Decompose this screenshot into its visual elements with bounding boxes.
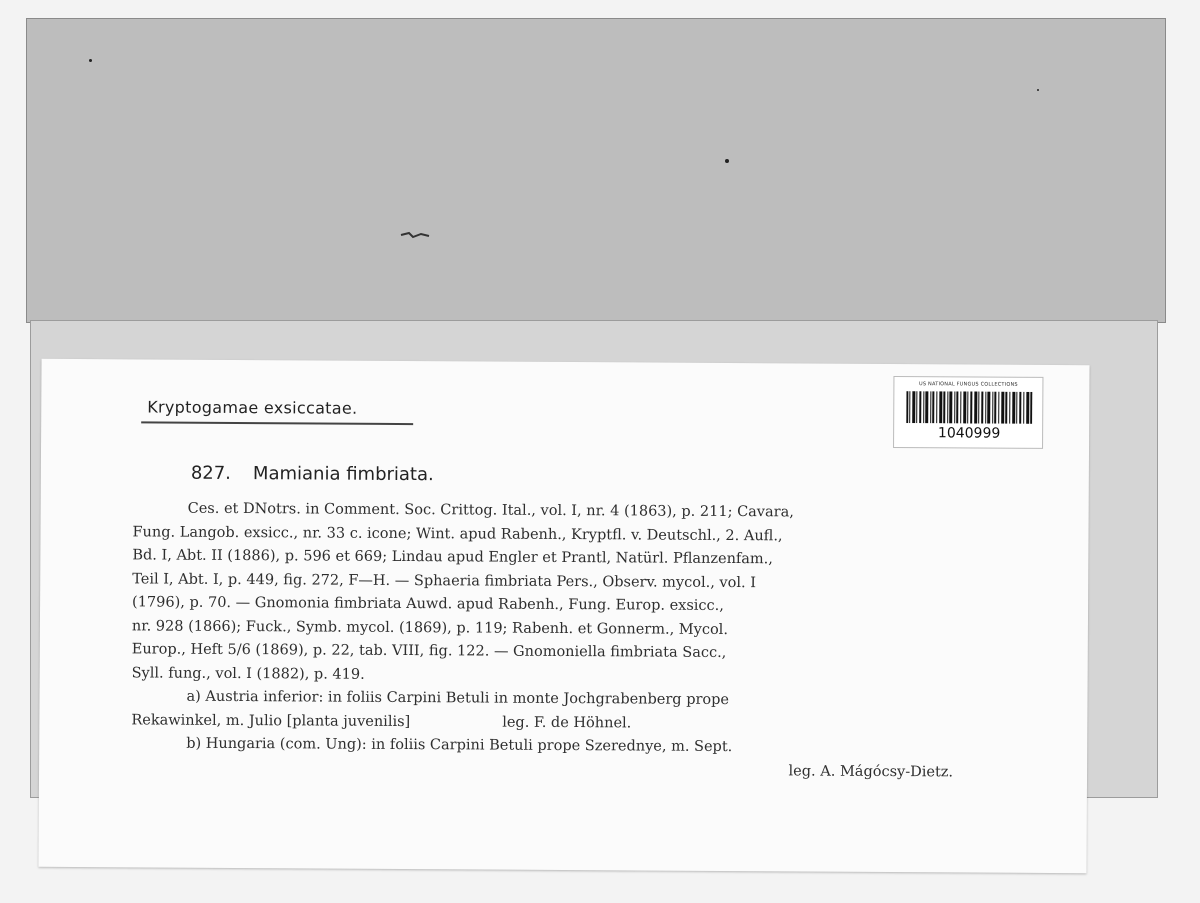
barcode-bars (906, 391, 1032, 424)
barcode-header: US NATIONAL FUNGUS COLLECTIONS (918, 381, 1018, 388)
paper-fleck (1037, 89, 1039, 91)
citation-line: Ces. et DNotrs. in Comment. Soc. Crittog. Ital., vol. I, nr. 4 (1863), p. 211; Cavara, (187, 500, 794, 521)
locality-a-line1: a) Austria inferior: in foliis Carpini Betuli in monte Jochgrabenberg prope (186, 688, 730, 709)
locality-b-collector: leg. A. Mágócsy-Dietz. (788, 762, 954, 780)
series-title: Kryptogamae exsiccatae. (147, 397, 358, 418)
locality-b-line1: b) Hungaria (com. Ung): in foliis Carpini Betuli prope Szerednye, m. Sept. (186, 735, 733, 756)
species-number: 827. (190, 462, 232, 484)
paper-smudge (399, 229, 431, 241)
specimen-label (38, 359, 1089, 873)
citation-line: Bd. I, Abt. II (1886), p. 596 et 669; Lindau apud Engler et Prantl, Natürl. Pflanzenfam., (132, 547, 773, 568)
citation-line: Europ., Heft 5/6 (1869), p. 22, tab. VIII, fig. 122. — Gnomoniella fimbriata Sacc., (131, 641, 727, 661)
title-underline (141, 421, 413, 425)
locality-a-collector: leg. F. de Höhnel. (502, 714, 632, 731)
citation-line: Teil I, Abt. I, p. 449, fig. 272, F—H. — Sphaeria fimbriata Pers., Observ. mycol., vol. I (132, 570, 757, 591)
barcode-label (893, 376, 1043, 449)
citation-line: (1796), p. 70. — Gnomonia fimbriata Auwd. apud Rabenh., Fung. Europ. exsicc., (132, 594, 724, 614)
barcode-number: 1040999 (937, 425, 1001, 442)
citation-block (131, 497, 963, 784)
citation-line: Syll. fung., vol. I (1882), p. 419. (131, 664, 365, 683)
citation-line: nr. 928 (1866); Fuck., Symb. mycol. (1869), p. 119; Rabenh. et Gonnerm., Mycol. (131, 617, 729, 638)
paper-fleck (725, 159, 729, 163)
paper-fleck (89, 59, 92, 62)
species-name: Mamiania fimbriata. (252, 463, 434, 486)
locality-a-place: Rekawinkel, m. Julio [planta juvenilis] (131, 711, 411, 730)
species-heading (191, 463, 434, 485)
citation-line: Fung. Langob. exsicc., nr. 33 c. icone; Wint. apud Rabenh., Kryptfl. v. Deutschl., 2. Aufl., (132, 523, 783, 544)
envelope-flap (26, 18, 1166, 323)
